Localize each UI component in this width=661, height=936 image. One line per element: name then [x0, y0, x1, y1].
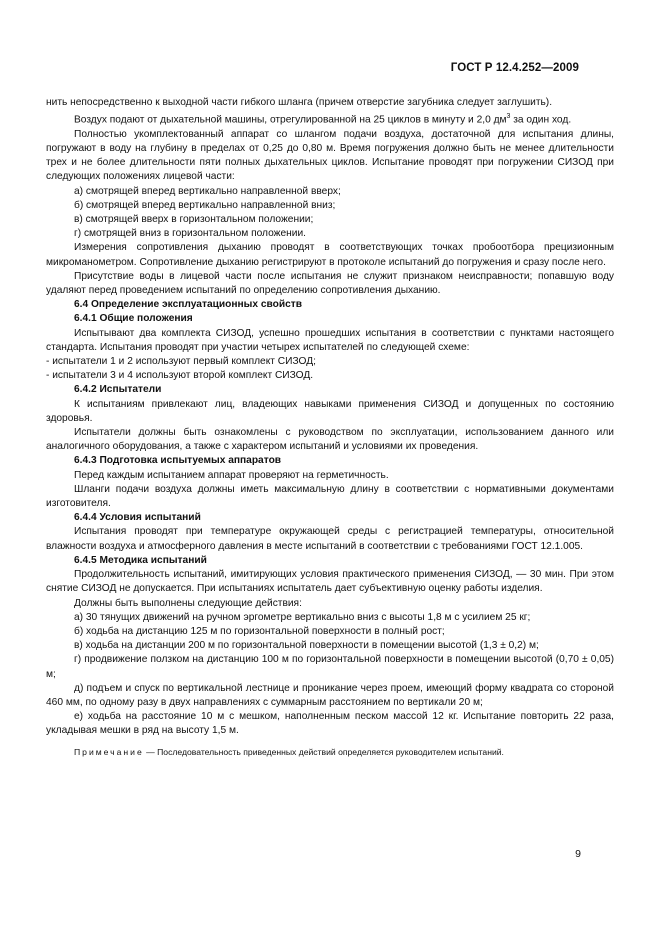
- note-label: Примечание: [74, 746, 144, 757]
- page-number: 9: [575, 848, 581, 860]
- list-item: в) ходьба на дистанции 200 м по горизонтальной поверхности в помещении высотой (1,3 ± 0,2) м;: [74, 640, 539, 652]
- note: [46, 745, 614, 759]
- list-item: г) продвижение ползком на дистанцию 100 м по горизонтальной поверхности в помещении высотой (0,70 ± 0,05) м;: [46, 654, 614, 680]
- list-item: е) ходьба на расстояние 10 м с мешком, наполненным песком массой 12 кг. Испытание повторить 22 раза, укладывая мешки в ряд на высоту 1,5 м.: [46, 711, 614, 737]
- document-code: ГОСТ Р 12.4.252—2009: [450, 62, 579, 74]
- subsection-heading: 6.4.1 Общие положения: [74, 313, 193, 325]
- paragraph: Испытывают два комплекта СИЗОД, успешно прошедших испытания в соответствии с пунктами настоящего стандарта. Испытания проводят при участии четырех испытателей по следующей схеме:: [46, 327, 614, 353]
- paragraph: Измерения сопротивления дыханию проводят в соответствующих точках пробоотбора прецизионным микроманометром. Сопротивление дыханию регистрируют в протоколе испытаний до погружения и сразу после него.: [46, 242, 614, 268]
- paragraph: Испытания проводят при температуре окружающей среды с регистрацией температуры, относительной влажности воздуха и атмосферного давления в месте испытаний в соответствии с требованиями ГОСТ 12.1.005.: [46, 526, 614, 552]
- paragraph-text: за один ход.: [510, 114, 572, 126]
- paragraph: Продолжительность испытаний, имитирующих условия практического применения СИЗОД, — 30 мин. При этом снятие СИЗОД не допускается. При испытаниях испытатель дает субъективную оценку работы изделия.: [46, 569, 614, 595]
- list-item: б) смотрящей вперед вертикально направленной вниз;: [74, 199, 336, 211]
- paragraph: Присутствие воды в лицевой части после испытания не служит признаком неисправности; попавшую воду удаляют перед проведением испытаний по определению сопротивления дыханию.: [46, 270, 614, 297]
- list-item: в) смотрящей вверх в горизонтальном положении;: [74, 214, 314, 226]
- subsection-heading: 6.4.5 Методика испытаний: [74, 554, 207, 566]
- list-item: - испытатели 1 и 2 используют первый комплект СИЗОД;: [46, 356, 316, 368]
- paragraph: К испытаниям привлекают лиц, владеющих навыками применения СИЗОД и допущенных по состоянию здоровья.: [46, 398, 614, 424]
- list-item: б) ходьба на дистанцию 125 м по горизонтальной поверхности в полный рост;: [74, 625, 445, 637]
- list-item: а) смотрящей вперед вертикально направленной вверх;: [74, 185, 341, 197]
- paragraph: нить непосредственно к выходной части гибкого шланга (причем отверстие загубника следует заглушить).: [46, 97, 553, 108]
- paragraph: Перед каждым испытанием аппарат проверяют на герметичность.: [74, 469, 389, 481]
- note-text: — Последовательность приведенных действий определяется руководителем испытаний.: [143, 746, 504, 757]
- paragraph: Шланги подачи воздуха должны иметь максимальную длину в соответствии с нормативными документами изготовителя.: [46, 483, 614, 510]
- list-item: г) смотрящей вниз в горизонтальном положении.: [74, 228, 306, 240]
- paragraph: [46, 110, 614, 128]
- paragraph: Испытатели должны быть ознакомлены с руководством по эксплуатации, использованием данного или аналогичного оборудования, а также с характером испытаний и условиями их проведения.: [46, 427, 614, 453]
- document-body: [46, 96, 614, 759]
- section-heading: 6.4 Определение эксплуатационных свойств: [74, 299, 303, 311]
- list-item: д) подъем и спуск по вертикальной лестнице и проникание через проем, имеющий форму квадрата со стороной 460 мм, по одному разу в двух направлениях с суммарным расстоянием по вертикали 20 м;: [46, 682, 614, 708]
- list-item: а) 30 тянущих движений на ручном эргометре вертикально вниз с высоты 1,8 м с усилием 25 кг;: [74, 611, 531, 623]
- subsection-heading: 6.4.4 Условия испытаний: [74, 512, 201, 524]
- paragraph-text: Воздух подают от дыхательной машины, отрегулированной на 25 циклов в минуту и 2,0 дм: [74, 114, 507, 126]
- subsection-heading: 6.4.2 Испытатели: [74, 384, 162, 396]
- paragraph: Должны быть выполнены следующие действия:: [74, 597, 302, 609]
- list-item: - испытатели 3 и 4 используют второй комплект СИЗОД.: [46, 370, 314, 382]
- paragraph: Полностью укомплектованный аппарат со шлангом подачи воздуха, достаточной для испытания длины, погружают в воду на глубину в пределах от 0,25 до 0,80 м. Время погружения должно быть не менее длительности трех и не более длительности пяти полных дыхательных циклов. Испытание проводят при погружении СИЗОД при следующих положениях лицевой части:: [46, 128, 614, 183]
- subsection-heading: 6.4.3 Подготовка испытуемых аппаратов: [74, 455, 282, 467]
- superscript: 3: [506, 113, 511, 121]
